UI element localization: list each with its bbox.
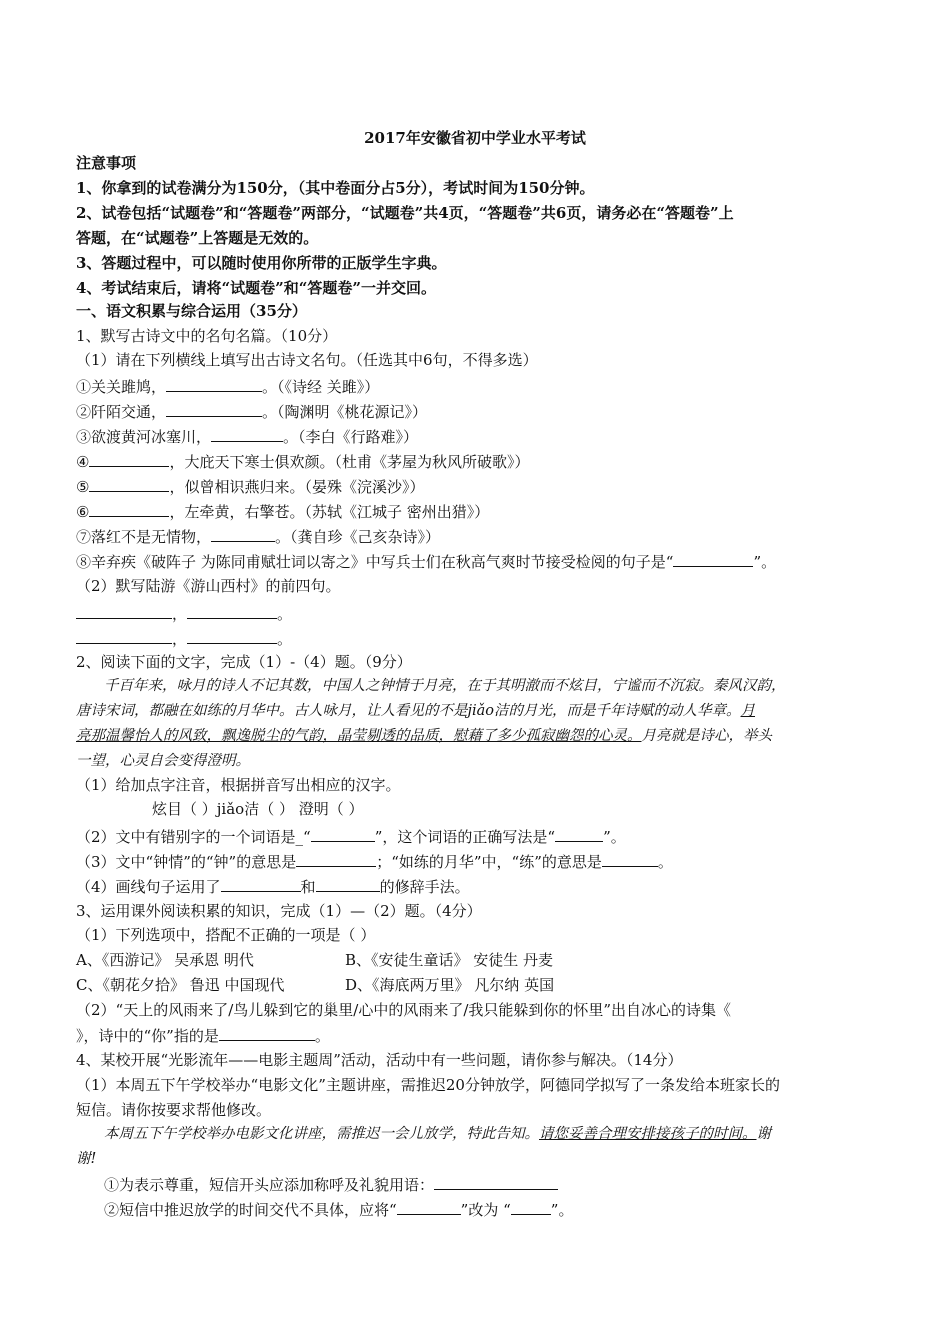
q1-item-1-post: 。（《诗经 关雎》）: [262, 378, 380, 396]
q4-item-1: [104, 1174, 890, 1195]
q1-item-6-blank[interactable]: [89, 501, 169, 517]
q1-item-2: [76, 401, 890, 422]
q1-item-4-post: ，大庇天下寒士俱欢颜。（杜甫《茅屋为秋风所破歌》）: [169, 453, 530, 471]
notice-item-3: 3、答题过程中，可以随时使用你所带的正版学生字典。: [76, 254, 447, 272]
q1-item-5-pre: ⑤: [76, 478, 90, 496]
q1-item-3-pre: ③欲渡黄河冰塞川，: [76, 428, 212, 446]
q3-sub1: （1）下列选项中，搭配不正确的一项是（ ）: [76, 926, 376, 944]
q2-sub3-a: （3）文中“钟情”的“钟”的意思是: [76, 853, 297, 871]
q1-stem: 1、默写古诗文中的名句名篇。（10分）: [76, 327, 338, 345]
q1-sub2: （2）默写陆游《游山西村》的前四句。: [76, 577, 341, 595]
q4-message-line-2: 谢!: [76, 1151, 97, 1167]
q2-sub2-b: ”，这个词语的正确写法是“: [374, 828, 556, 846]
q2-sub2-blank-1[interactable]: [311, 826, 375, 842]
q2-passage-2a: 唐诗宋词，都融在如练的月华中。古人咏月，让人看见的不是jiǎo洁的月光，而是千年诗赋的动人华章。: [76, 703, 741, 719]
q2-sub2-blank-2[interactable]: [555, 826, 603, 842]
q3-sub2-line-2: [76, 1025, 890, 1046]
q1-poem-line-1: [76, 603, 890, 624]
poem-blank-2[interactable]: [187, 603, 277, 619]
q1-item-6-post: ，左牵黄，右擎苍。（苏轼《江城子 密州出猎》）: [169, 503, 490, 521]
q1-item-4-pre: ④: [76, 453, 90, 471]
q2-sub2-a: （2）文中有错别字的一个词语是_“: [76, 828, 311, 846]
q2-sub3: [76, 851, 890, 872]
q2-sub2: [76, 826, 890, 847]
q2-sub3-blank-1[interactable]: [296, 851, 376, 867]
q4-item-1-text: ①为表示尊重，短信开头应添加称呼及礼貌用语：: [104, 1176, 435, 1194]
q1-item-1-pre: ①关关雎鸠，: [76, 378, 167, 396]
section-1-heading: 一、语文积累与综合运用（35分）: [76, 302, 307, 320]
q1-item-5: [76, 476, 890, 497]
q4-item-2-c: ”。: [550, 1201, 574, 1219]
notice-item-4: 4、考试结束后，请将“试题卷”和“答题卷”一并交回。: [76, 279, 436, 297]
q1-item-1-blank[interactable]: [166, 376, 262, 392]
q3-option-a: A、《西游记》 吴承恩 明代: [76, 951, 254, 969]
q3-option-d: D、《海底两万里》 凡尔纳 英国: [345, 976, 555, 994]
q2-sub3-b: ；“如练的月华”中，“练”的意思是: [376, 853, 602, 871]
q1-item-8: [76, 551, 890, 572]
poem-comma-2: ，: [172, 630, 188, 648]
q3-option-c: C、《朝花夕拾》 鲁迅 中国现代: [76, 976, 285, 994]
exam-title: 2017年安徽省初中学业水平考试: [364, 129, 586, 147]
q4-message-b-underlined: 请您妥善合理安排接孩子的时间。: [539, 1126, 757, 1142]
q2-sub1: （1）给加点字注音，根据拼音写出相应的汉字。: [76, 776, 401, 794]
q2-sub3-c: 。: [657, 853, 673, 871]
q3-stem: 3、运用课外阅读积累的知识，完成（1）—（2）题。（4分）: [76, 902, 482, 920]
q2-sub4-blank-2[interactable]: [316, 876, 380, 892]
q3-sub2-blank[interactable]: [219, 1025, 315, 1041]
q1-item-6-pre: ⑥: [76, 503, 90, 521]
notice-item-1: 1、你拿到的试卷满分为150分，（其中卷面分占5分），考试时间为150分钟。: [76, 179, 595, 197]
q3-sub2-line-1: （2）“天上的风雨来了/鸟儿躲到它的巢里/心中的风雨来了/我只能躲到你的怀里”出自冰心的诗集《: [76, 1001, 732, 1019]
q3-sub2-b: 。: [314, 1027, 330, 1045]
q4-item-1-blank[interactable]: [434, 1174, 558, 1190]
q1-sub1: （1）请在下列横线上填写出古诗文名句。（任选其中6句，不得多选）: [76, 351, 538, 369]
q1-item-2-post: 。（陶渊明《桃花源记》）: [262, 403, 428, 421]
poem-blank-1[interactable]: [76, 603, 172, 619]
q2-sub4-b: 和: [300, 878, 316, 896]
q2-passage-2b-underlined: 月: [740, 703, 756, 719]
q1-item-5-post: ，似曾相识燕归来。（晏殊《浣溪沙》）: [169, 478, 425, 496]
q1-item-4: [76, 451, 890, 472]
q1-item-3-blank[interactable]: [211, 426, 283, 442]
q2-sub1-items: 炫目（ ）jiǎo洁（ ） 澄明（ ）: [152, 800, 364, 818]
q2-sub3-blank-2[interactable]: [602, 851, 658, 867]
q4-item-2-blank-2[interactable]: [511, 1199, 551, 1215]
q1-item-7-post: 。（龚自珍《己亥杂诗》）: [275, 528, 441, 546]
q2-passage-line-3: [76, 726, 890, 746]
q2-passage-line-4: 一望，心灵自会变得澄明。: [76, 753, 250, 769]
notice-item-2-cont: 答题，在“试题卷”上答题是无效的。: [76, 229, 319, 247]
q4-message-c: 谢: [756, 1126, 771, 1142]
q2-passage-line-2: [76, 701, 890, 721]
q1-item-7-pre: ⑦落红不是无情物，: [76, 528, 212, 546]
q2-sub4: [76, 876, 890, 897]
q2-passage-line-1: 千百年来，咏月的诗人不记其数，中国人之钟情于月亮，在于其明澈而不炫目，宁谧而不沉寂。秦风汉韵，: [104, 678, 786, 694]
q1-poem-line-2: [76, 628, 890, 649]
q4-message-line-1: [104, 1124, 890, 1144]
q4-stem: 4、某校开展“光影流年——电影主题周”活动，活动中有一些问题，请你参与解决。（14分）: [76, 1051, 683, 1069]
q2-sub2-c: ”。: [603, 828, 626, 846]
q3-option-b: B、《安徒生童话》 安徒生 丹麦: [345, 951, 554, 969]
q2-passage-3b: 月亮就是诗心，举头: [641, 728, 772, 744]
q4-sub1-line-1: （1）本周五下午学校举办“电影文化”主题讲座，需推迟20分钟放学，阿德同学拟写了一条发给本班家长的: [76, 1076, 780, 1094]
q1-item-2-blank[interactable]: [166, 401, 262, 417]
q1-item-4-blank[interactable]: [89, 451, 169, 467]
q1-item-7: [76, 526, 890, 547]
poem-period-2: 。: [277, 630, 293, 648]
q3-sub2-a: 》，诗中的“你”指的是: [76, 1027, 219, 1045]
q1-item-6: [76, 501, 890, 522]
q2-passage-3a-underlined: 亮那温馨怡人的风致，飘逸脱尘的气韵，晶莹剔透的品质，慰藉了多少孤寂幽怨的心灵。: [76, 728, 642, 744]
q1-item-8-post: ”。: [753, 553, 777, 571]
q2-stem: 2、阅读下面的文字，完成（1）-（4）题。（9分）: [76, 653, 412, 671]
poem-period-1: 。: [277, 605, 293, 623]
q4-sub1-line-2: 短信。请你按要求帮他修改。: [76, 1101, 272, 1119]
q2-sub4-c: 的修辞手法。: [379, 878, 470, 896]
q4-message-a: 本周五下午学校举办电影文化讲座，需推迟一会儿放学，特此告知。: [104, 1126, 539, 1142]
notice-item-2: 2、试卷包括“试题卷”和“答题卷”两部分，“试题卷”共4页，“答题卷”共6页，请务必在“答题卷”上: [76, 204, 734, 222]
q1-item-8-pre: ⑧辛弃疾《破阵子 为陈同甫赋壮词以寄之》中写兵士们在秋高气爽时节接受检阅的句子是“: [76, 553, 674, 571]
q1-item-8-blank[interactable]: [673, 551, 753, 567]
q2-sub4-blank-1[interactable]: [221, 876, 301, 892]
notice-heading: 注意事项: [76, 154, 137, 172]
q1-item-5-blank[interactable]: [89, 476, 169, 492]
q1-item-7-blank[interactable]: [211, 526, 275, 542]
poem-blank-4[interactable]: [187, 628, 277, 644]
q1-item-2-pre: ②阡陌交通，: [76, 403, 167, 421]
poem-blank-3[interactable]: [76, 628, 172, 644]
q4-item-2-a: ②短信中推迟放学的时间交代不具体，应将“: [104, 1201, 397, 1219]
q1-item-3: [76, 426, 890, 447]
q4-item-2-blank-1[interactable]: [397, 1199, 461, 1215]
q2-sub4-a: （4）画线句子运用了: [76, 878, 221, 896]
q1-item-3-post: 。（李白《行路难》）: [283, 428, 419, 446]
q1-item-1: [76, 376, 890, 397]
q4-item-2-b: ”改为 “: [460, 1201, 511, 1219]
poem-comma-1: ，: [172, 605, 188, 623]
q4-item-2: [104, 1199, 890, 1220]
